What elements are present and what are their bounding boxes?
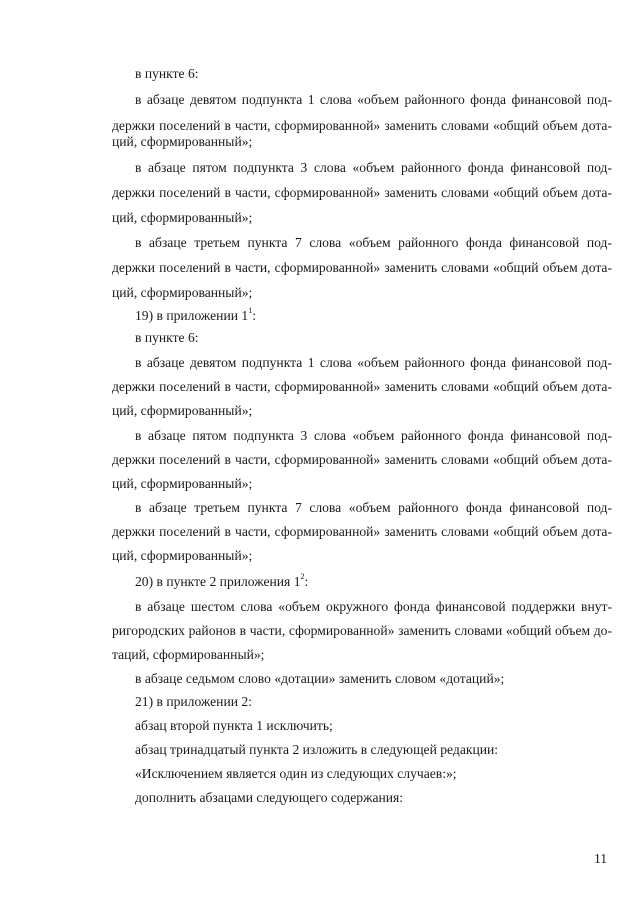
text-line: ций, сформированный»; (112, 285, 253, 300)
text-line: 21) в приложении 2: (135, 694, 252, 709)
text-line: ций, сформированный»; (112, 210, 253, 225)
list-item-20: 20) в пункте 2 приложения 1 (135, 574, 301, 589)
text-line: ций, сформированный»; (112, 476, 253, 491)
text-line: таций, сформированный»; (112, 647, 265, 662)
text-line: «Исключением является один из следующих случаев:»; (135, 766, 457, 781)
text-line: держки поселений в части, сформированной» заменить словами «общий объем дота- (112, 452, 612, 467)
text-line: ций, сформированный»; (112, 134, 253, 149)
text-line: в абзаце пятом подпункта 3 слова «объем районного фонда финансовой под- (135, 160, 612, 175)
text-line: абзац второй пункта 1 исключить; (135, 718, 333, 733)
list-item-19: 19) в приложении 1 (135, 308, 249, 323)
text-line: в абзаце третьем пункта 7 слова «объем районного фонда финансовой под- (135, 500, 612, 515)
text-line: держки поселений в части, сформированной» заменить словами «общий объем дота- (112, 118, 612, 133)
text-line: в пункте 6: (135, 330, 199, 345)
punctuation: : (304, 574, 309, 589)
text-line: в абзаце седьмом слово «дотации» заменить словом «дотаций»; (135, 671, 505, 686)
text-line: дополнить абзацами следующего содержания: (135, 790, 404, 805)
text-line: в абзаце третьем пункта 7 слова «объем районного фонда финансовой под- (135, 235, 612, 250)
text-line: держки поселений в части, сформированной» заменить словами «общий объем дота- (112, 185, 612, 200)
text-line: абзац тринадцатый пункта 2 изложить в следующей редакции: (135, 742, 499, 757)
page-number: 11 (594, 851, 608, 866)
text-line: держки поселений в части, сформированной» заменить словами «общий объем дота- (112, 524, 612, 539)
text-line: ций, сформированный»; (112, 403, 253, 418)
text-line: ригородских районов в части, сформированной» заменить словами «общий объем до- (112, 623, 612, 638)
text-line: в абзаце шестом слова «объем окружного фонда финансовой поддержки внут- (135, 599, 612, 614)
text-line: в абзаце пятом подпункта 3 слова «объем районного фонда финансовой под- (135, 428, 612, 443)
text-line: в пункте 6: (135, 66, 199, 81)
text-line: держки поселений в части, сформированной» заменить словами «общий объем дота- (112, 260, 612, 275)
superscript: 2 (300, 572, 305, 582)
text-line (135, 574, 612, 590)
text-line (135, 308, 612, 324)
text-line: держки поселений в части, сформированной» заменить словами «общий объем дота- (112, 379, 612, 394)
punctuation: : (252, 308, 256, 323)
text-line: в абзаце девятом подпункта 1 слова «объем районного фонда финансовой под- (135, 355, 612, 370)
text-line: в абзаце девятом подпункта 1 слова «объем районного фонда финансовой под- (135, 92, 612, 107)
text-line: ций, сформированный»; (112, 548, 253, 563)
superscript: 1 (248, 306, 253, 316)
